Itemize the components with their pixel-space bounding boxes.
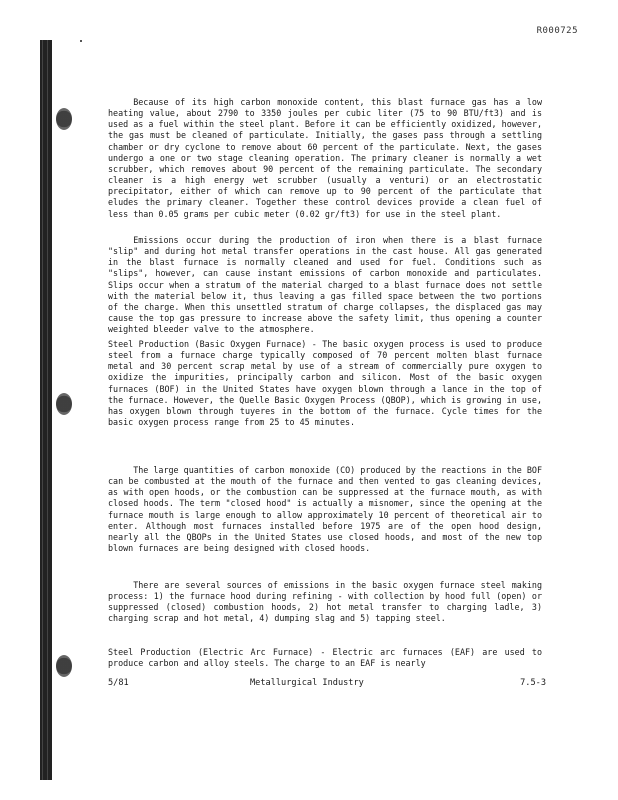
paragraph-emission-sources: There are several sources of emissions in the basic oxygen furnace steel making process: 1) the furnace hood during refining - with collection by hood full (open) or suppressed (closed) combustion hoods, 2) hot metal transfer to charging ladle, 3) charging scrap and hot metal, 4) dumping slag and 5) tapping steel. bbox=[108, 580, 542, 624]
document-id: R000725 bbox=[536, 26, 578, 36]
paragraph-blast-furnace-gas: Because of its high carbon monoxide content, this blast furnace gas has a low heating value, about 2790 to 3350 joules per cubic liter (75 to 90 BTU/ft3) and is used as a fuel within the steel plant. Before it can be efficiently oxidized, however, the gas must be cleaned of particulate. Initially, the gases pass through a settling chamber or dry cyclone to remove about 60 percent of the particulate. Next, the gases undergo a one or two stage cleaning operation. The primary cleaner is normally a wet scrubber, which removes about 90 percent of the remaining particulate. The secondary cleaner is a high energy wet scrubber (usually a venturi) or an electrostatic precipitator, either of which can remove up to 90 percent of the particulate that eludes the primary cleaner. Together these control devices provide a clean fuel of less than 0.05 grams per cubic meter (0.02 gr/ft3) for use in the steel plant. bbox=[108, 97, 542, 219]
paragraph-basic-oxygen-furnace: Steel Production (Basic Oxygen Furnace) - The basic oxygen process is used to produce steel from a furnace charge typically composed of 70 percent molten blast furnace metal and 30 percent scrap metal by use of a stream of commercially pure oxygen to oxidize the impurities, principally carbon and silicon. Most of the basic oxygen furnaces (BOF) in the United States have oxygen blown through a lance in the top of the furnace. However, the Quelle Basic Oxygen Process (QBOP), which is growing in use, has oxygen blown through tuyeres in the bottom of the furnace. Cycle times for the basic oxygen process range from 25 to 45 minutes. bbox=[108, 339, 542, 428]
paragraph-carbon-monoxide-hoods: The large quantities of carbon monoxide (CO) produced by the reactions in the BOF can be combusted at the mouth of the furnace and then vented to gas cleaning devices, as with open hoods, or the combustion can be suppressed at the furnace mouth, as with closed hoods. The term "closed hood" is actually a misnomer, since the opening at the furnace mouth is large enough to allow approximately 10 percent of theoretical air to enter. Although most furnaces installed before 1975 are of the open hood design, nearly all the QBOPs in the United States use closed hoods, and most of the new top blown furnaces are being designed with closed hoods. bbox=[108, 465, 542, 554]
binding-strip bbox=[40, 40, 52, 780]
paragraph-electric-arc-furnace: Steel Production (Electric Arc Furnace) - Electric arc furnaces (EAF) are used to produce carbon and alloy steels. The charge to an EAF is nearly bbox=[108, 647, 542, 669]
punch-hole bbox=[56, 655, 72, 677]
footer-page-number: 7.5-3 bbox=[520, 678, 546, 688]
punch-hole bbox=[56, 393, 72, 415]
punch-hole bbox=[56, 108, 72, 130]
footer-title: Metallurgical Industry bbox=[250, 678, 364, 688]
paragraph-blast-furnace-emissions: Emissions occur during the production of iron when there is a blast furnace "slip" and during hot metal transfer operations in the cast house. All gas generated in the blast furnace is normally cleaned and used for fuel. Conditions such as "slips", however, can cause instant emissions of carbon monoxide and particulates. Slips occur when a stratum of the material charged to a blast furnace does not settle with the material below it, thus leaving a gas filled space between the two portions of the charge. When this unsettled stratum of charge collapses, the displaced gas may cause the top gas pressure to increase above the safety limit, thus opening a counter weighted bleeder valve to the atmosphere. bbox=[108, 235, 542, 335]
footer-date: 5/81 bbox=[108, 678, 129, 688]
scan-speck bbox=[80, 40, 82, 42]
